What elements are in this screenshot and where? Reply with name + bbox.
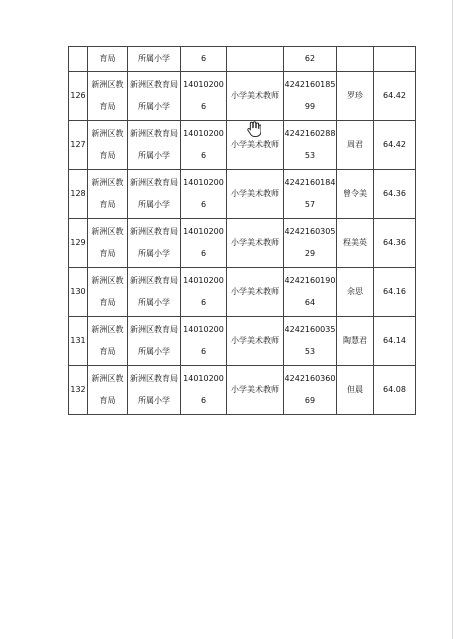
- cell-post-code: 6: [181, 47, 227, 72]
- cell-unit: [88, 366, 128, 415]
- cell-unit-line-2: 育局: [99, 347, 116, 356]
- cell-exam-id: [284, 317, 337, 366]
- cell-exam-id: [284, 366, 337, 415]
- cell-post-code-line-1: 14010200: [183, 129, 224, 138]
- cell-name: 周君: [337, 121, 374, 170]
- cell-unit-sub-line-2: 所属小学: [138, 249, 170, 258]
- cell-post: 小学美术教师: [227, 219, 284, 268]
- cell-unit-sub-line-2: 所属小学: [138, 298, 170, 307]
- cell-unit-sub-line-1: 新洲区教育局: [130, 325, 178, 334]
- cell-index: 129: [69, 219, 88, 268]
- cell-unit-line-1: 新洲区教: [91, 80, 124, 89]
- cell-post: 小学美术教师: [227, 317, 284, 366]
- cell-name: 但晨: [337, 366, 374, 415]
- cell-name: 陶慧君: [337, 317, 374, 366]
- cell-unit-sub: [128, 366, 181, 415]
- cell-post-code-line-2: 6: [200, 102, 207, 111]
- cell-unit-sub-line-1: 新洲区教育局: [130, 374, 178, 383]
- cell-score: 64.36: [374, 219, 416, 268]
- cell-score: 64.14: [374, 317, 416, 366]
- cell-index: [69, 47, 88, 72]
- cell-unit-line-1: 新洲区教: [91, 325, 124, 334]
- cell-unit: 育局: [88, 47, 128, 72]
- cell-unit-sub-line-1: 新洲区教育局: [130, 129, 178, 138]
- cell-exam-id-line-1: 4242160184: [284, 178, 336, 187]
- cell-post-code: [181, 366, 227, 415]
- cell-post-code-line-1: 14010200: [183, 227, 224, 236]
- cell-name: 罗珍: [337, 72, 374, 121]
- cell-unit-sub: [128, 170, 181, 219]
- cell-exam-id: [284, 170, 337, 219]
- table-row: [69, 366, 416, 415]
- cell-post: 小学美术教师: [227, 72, 284, 121]
- cell-post: 小学美术教师: [227, 121, 284, 170]
- cell-exam-id: [284, 219, 337, 268]
- cell-unit-line-1: 新洲区教: [91, 178, 124, 187]
- table-row: [69, 170, 416, 219]
- cell-unit-sub-line-2: 所属小学: [138, 396, 170, 405]
- table-row: [69, 72, 416, 121]
- cell-post-code-line-1: 14010200: [183, 80, 224, 89]
- cell-post-code-line-1: 14010200: [183, 178, 224, 187]
- cell-unit-line-1: 新洲区教: [91, 129, 124, 138]
- cell-unit: [88, 317, 128, 366]
- cell-unit: [88, 121, 128, 170]
- cell-exam-id-line-2: 57: [304, 200, 316, 209]
- cell-post: 小学美术教师: [227, 268, 284, 317]
- cell-post-code-line-1: 14010200: [183, 276, 224, 285]
- cell-index: 128: [69, 170, 88, 219]
- cell-post-code-line-2: 6: [200, 151, 207, 160]
- cell-post-code: [181, 317, 227, 366]
- cell-unit-sub-line-1: 新洲区教育局: [130, 276, 178, 285]
- cell-post: 小学美术教师: [227, 170, 284, 219]
- cell-post-code: [181, 121, 227, 170]
- table-body: [69, 47, 416, 415]
- cell-unit-sub-line-1: 新洲区教育局: [130, 227, 178, 236]
- cell-name: 曾令美: [337, 170, 374, 219]
- cell-score: 64.36: [374, 170, 416, 219]
- cell-name: 余思: [337, 268, 374, 317]
- cell-exam-id-line-1: 4242160190: [284, 276, 336, 285]
- cell-unit-line-2: 育局: [99, 298, 116, 307]
- cell-unit-sub: [128, 219, 181, 268]
- cell-post-code-line-1: 14010200: [183, 325, 224, 334]
- cell-unit-line-1: 新洲区教: [91, 276, 124, 285]
- cell-unit-sub-line-2: 所属小学: [138, 102, 170, 111]
- cell-exam-id: [284, 268, 337, 317]
- cell-exam-id: [284, 72, 337, 121]
- cell-unit-line-2: 育局: [99, 102, 116, 111]
- cell-post-code-line-2: 6: [200, 396, 207, 405]
- table-row-continuation: [69, 47, 416, 72]
- cell-exam-id: [284, 121, 337, 170]
- cell-unit-line-2: 育局: [99, 151, 116, 160]
- cell-unit-sub-line-2: 所属小学: [138, 200, 170, 209]
- cell-score: [374, 47, 416, 72]
- cell-unit-sub: [128, 268, 181, 317]
- cell-index: 126: [69, 72, 88, 121]
- cell-unit-sub: 所属小学: [128, 47, 181, 72]
- cell-unit-sub: [128, 72, 181, 121]
- cell-unit-line-1: 新洲区教: [91, 227, 124, 236]
- cell-post-code: [181, 219, 227, 268]
- cell-exam-id-line-1: 4242160305: [284, 227, 336, 236]
- cell-unit-sub: [128, 121, 181, 170]
- cell-unit-line-2: 育局: [99, 396, 116, 405]
- cell-exam-id-line-1: 4242160035: [284, 325, 336, 334]
- cell-post: 小学美术教师: [227, 366, 284, 415]
- cell-unit-sub-line-2: 所属小学: [138, 151, 170, 160]
- cell-index: 132: [69, 366, 88, 415]
- cell-unit-sub-line-1: 新洲区教育局: [130, 178, 178, 187]
- cell-name: [337, 47, 374, 72]
- cell-post-code: [181, 268, 227, 317]
- table-row: [69, 219, 416, 268]
- table-row: [69, 317, 416, 366]
- cell-unit-sub-line-2: 所属小学: [138, 347, 170, 356]
- cell-index: 130: [69, 268, 88, 317]
- cell-exam-id-line-2: 64: [304, 298, 316, 307]
- cell-post-code-line-2: 6: [200, 347, 207, 356]
- cell-score: 64.08: [374, 366, 416, 415]
- cell-unit: [88, 170, 128, 219]
- cell-unit: [88, 268, 128, 317]
- cell-post-code-line-2: 6: [200, 200, 207, 209]
- results-table: [68, 46, 416, 415]
- cell-exam-id-line-2: 53: [304, 347, 316, 356]
- cell-name: 程美英: [337, 219, 374, 268]
- cell-index: 127: [69, 121, 88, 170]
- cell-score: 64.42: [374, 121, 416, 170]
- cell-score: 64.16: [374, 268, 416, 317]
- table-row: [69, 268, 416, 317]
- cell-unit-sub-line-1: 新洲区教育局: [130, 80, 178, 89]
- cell-unit-sub: [128, 317, 181, 366]
- cell-exam-id-line-2: 53: [304, 151, 316, 160]
- hand-pointer-icon: [247, 121, 261, 137]
- cell-exam-id-line-1: 4242160288: [284, 129, 336, 138]
- cell-unit-line-2: 育局: [99, 200, 116, 209]
- cell-score: 64.42: [374, 72, 416, 121]
- cell-exam-id-line-2: 29: [304, 249, 316, 258]
- table-row: [69, 121, 416, 170]
- cell-unit: [88, 72, 128, 121]
- cell-post-code: [181, 72, 227, 121]
- cell-post-code-line-1: 14010200: [183, 374, 224, 383]
- cell-index: 131: [69, 317, 88, 366]
- cell-exam-id: 62: [284, 47, 337, 72]
- cell-post-code: [181, 170, 227, 219]
- cell-unit: [88, 219, 128, 268]
- cell-unit-line-2: 育局: [99, 249, 116, 258]
- cell-post: [227, 47, 284, 72]
- cell-exam-id-line-1: 4242160360: [284, 374, 336, 383]
- cell-exam-id-line-2: 99: [304, 102, 316, 111]
- cell-post-code-line-2: 6: [200, 249, 207, 258]
- cell-exam-id-line-1: 4242160185: [284, 80, 336, 89]
- cell-exam-id-line-2: 69: [304, 396, 316, 405]
- cell-unit-line-1: 新洲区教: [91, 374, 124, 383]
- cell-post-code-line-2: 6: [200, 298, 207, 307]
